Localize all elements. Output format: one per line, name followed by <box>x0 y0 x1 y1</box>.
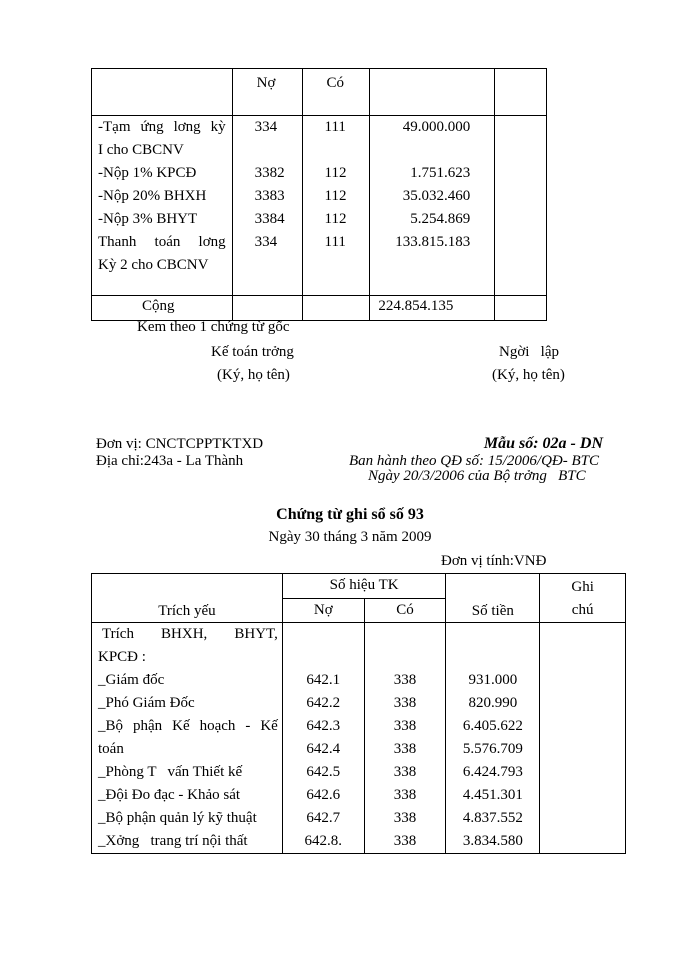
table1-header-amount <box>370 69 495 116</box>
table2-no-col <box>282 623 364 854</box>
table-cell: 338 <box>393 718 417 734</box>
table-cell: 642.8. <box>304 833 342 849</box>
document-title: Chứng từ ghi sổ số 93 <box>276 506 424 523</box>
table2-header-desc: Trích yếu <box>92 574 283 623</box>
table-cell: 338 <box>393 672 417 688</box>
issued-date: Ngày 20/3/2006 của Bộ trởng BTC <box>368 468 586 484</box>
table-cell: 6.424.793 <box>462 764 523 780</box>
table-cell: 338 <box>393 810 417 826</box>
table-cell: I cho CBCNV <box>98 142 184 158</box>
table2-header-amount: Số tiền <box>446 574 540 623</box>
table-cell: 35.032.460 <box>402 188 471 204</box>
chief-accountant-sign: (Ký, họ tên) <box>217 367 290 383</box>
table-cell: 49.000.000 <box>402 119 471 135</box>
journal-table-2 <box>91 573 626 854</box>
table2-header-co: Có <box>364 598 446 623</box>
table-cell: _Phó Giám Đốc <box>98 695 195 711</box>
table1-header-desc <box>92 69 233 116</box>
table-cell: 112 <box>324 188 347 204</box>
issued-decision: Ban hành theo QĐ số: 15/2006/QĐ- BTC <box>349 453 599 469</box>
table-cell: 642.4 <box>306 741 341 757</box>
form-number: Mẫu số: 02a - DN <box>483 435 603 452</box>
table1-header-no: Nợ <box>232 69 302 116</box>
table-cell: 642.1 <box>306 672 341 688</box>
table-cell: _Xởng trang trí nội thất <box>98 833 248 849</box>
table-cell: 112 <box>324 211 347 227</box>
table-cell: 1.751.623 <box>410 165 471 181</box>
table2-desc-col <box>92 623 283 854</box>
table1-note-col <box>495 116 547 296</box>
table1-header-co: Có <box>302 69 370 116</box>
table-cell: 3383 <box>254 188 285 204</box>
table-cell: 3.834.580 <box>462 833 523 849</box>
table-cell: 820.990 <box>468 695 518 711</box>
table-cell: -Tạm ứng lơng kỳ <box>98 119 226 135</box>
table-cell: 334 <box>254 119 278 135</box>
unit-name: Đơn vị: CNCTCPPTKTXD <box>96 436 264 452</box>
table2-header-row-1 <box>92 574 626 599</box>
table-cell: 642.3 <box>306 718 341 734</box>
table1-total-label: Cộng <box>92 296 233 321</box>
table1-desc-col <box>92 116 233 296</box>
table2-header-account: Số hiệu TK <box>282 574 446 599</box>
table-cell: 4.837.552 <box>462 810 523 826</box>
table1-amount-col <box>370 116 495 296</box>
table-cell: 111 <box>324 119 346 135</box>
table-cell: 6.405.622 <box>462 718 523 734</box>
table-cell: 5.254.869 <box>410 211 471 227</box>
table1-total-amount: 224.854.135 <box>370 296 495 321</box>
table1-co-col <box>302 116 370 296</box>
table2-header-no: Nợ <box>282 598 364 623</box>
table1-no-col <box>232 116 302 296</box>
table-cell: -Nộp 1% KPCĐ <box>98 165 197 181</box>
table-cell: _Bộ phận Kế hoạch - Kế <box>98 718 278 734</box>
table-cell: 4.451.301 <box>462 787 523 803</box>
table-cell: 642.6 <box>306 787 341 803</box>
table-cell: 642.2 <box>306 695 341 711</box>
table2-body <box>92 623 626 854</box>
table-cell: _Bộ phận quản lý kỹ thuật <box>98 810 257 826</box>
document-date: Ngày 30 tháng 3 năm 2009 <box>268 529 432 545</box>
table-cell: 5.576.709 <box>462 741 523 757</box>
table1-header-row <box>92 69 547 116</box>
table-cell: Kỳ 2 cho CBCNV <box>98 257 209 273</box>
table-cell: -Nộp 20% BHXH <box>98 188 207 204</box>
table2-note-col <box>540 623 626 854</box>
table-cell: 931.000 <box>468 672 518 688</box>
table-cell: 338 <box>393 833 417 849</box>
table1-header-note <box>495 69 547 116</box>
table1-body <box>92 116 547 296</box>
table-cell: 338 <box>393 787 417 803</box>
unit-address: Địa chỉ:243a - La Thành <box>96 453 244 469</box>
table-cell: Thanh toán lơng <box>98 234 226 250</box>
table-cell: _Đội Đo đạc - Khảo sát <box>98 787 241 803</box>
table-cell: 3384 <box>254 211 285 227</box>
table-cell: 133.815.183 <box>395 234 471 250</box>
table-cell: 642.7 <box>306 810 341 826</box>
chief-accountant-title: Kế toán trởng <box>211 344 294 360</box>
table-cell: 642.5 <box>306 764 341 780</box>
journal-table-1 <box>91 68 547 321</box>
table-cell: 338 <box>393 695 417 711</box>
table-cell: -Nộp 3% BHYT <box>98 211 198 227</box>
table-cell: 338 <box>393 764 417 780</box>
table1-total-row <box>92 296 547 321</box>
table-cell: 338 <box>393 741 417 757</box>
table-cell: toán <box>98 741 124 757</box>
table2-co-col <box>364 623 446 854</box>
preparer-sign: (Ký, họ tên) <box>492 367 565 383</box>
table2-amount-col <box>446 623 540 854</box>
table2-header-note: Ghi chú <box>540 574 626 623</box>
currency-unit: Đơn vị tính:VNĐ <box>441 553 547 569</box>
table-cell: KPCĐ : <box>98 649 146 665</box>
table-cell: _Giám đốc <box>98 672 165 688</box>
table-cell: 112 <box>324 165 347 181</box>
preparer-title: Ngời lập <box>499 344 560 360</box>
table-cell: _Phòng T vấn Thiết kế <box>98 764 243 780</box>
attachment-note: Kem theo 1 chứng từ gốc <box>137 319 290 335</box>
table-cell: 334 <box>254 234 278 250</box>
table-cell: 111 <box>324 234 346 250</box>
table-cell: 3382 <box>254 165 285 181</box>
table-cell: Trích BHXH, BHYT, <box>102 626 278 642</box>
